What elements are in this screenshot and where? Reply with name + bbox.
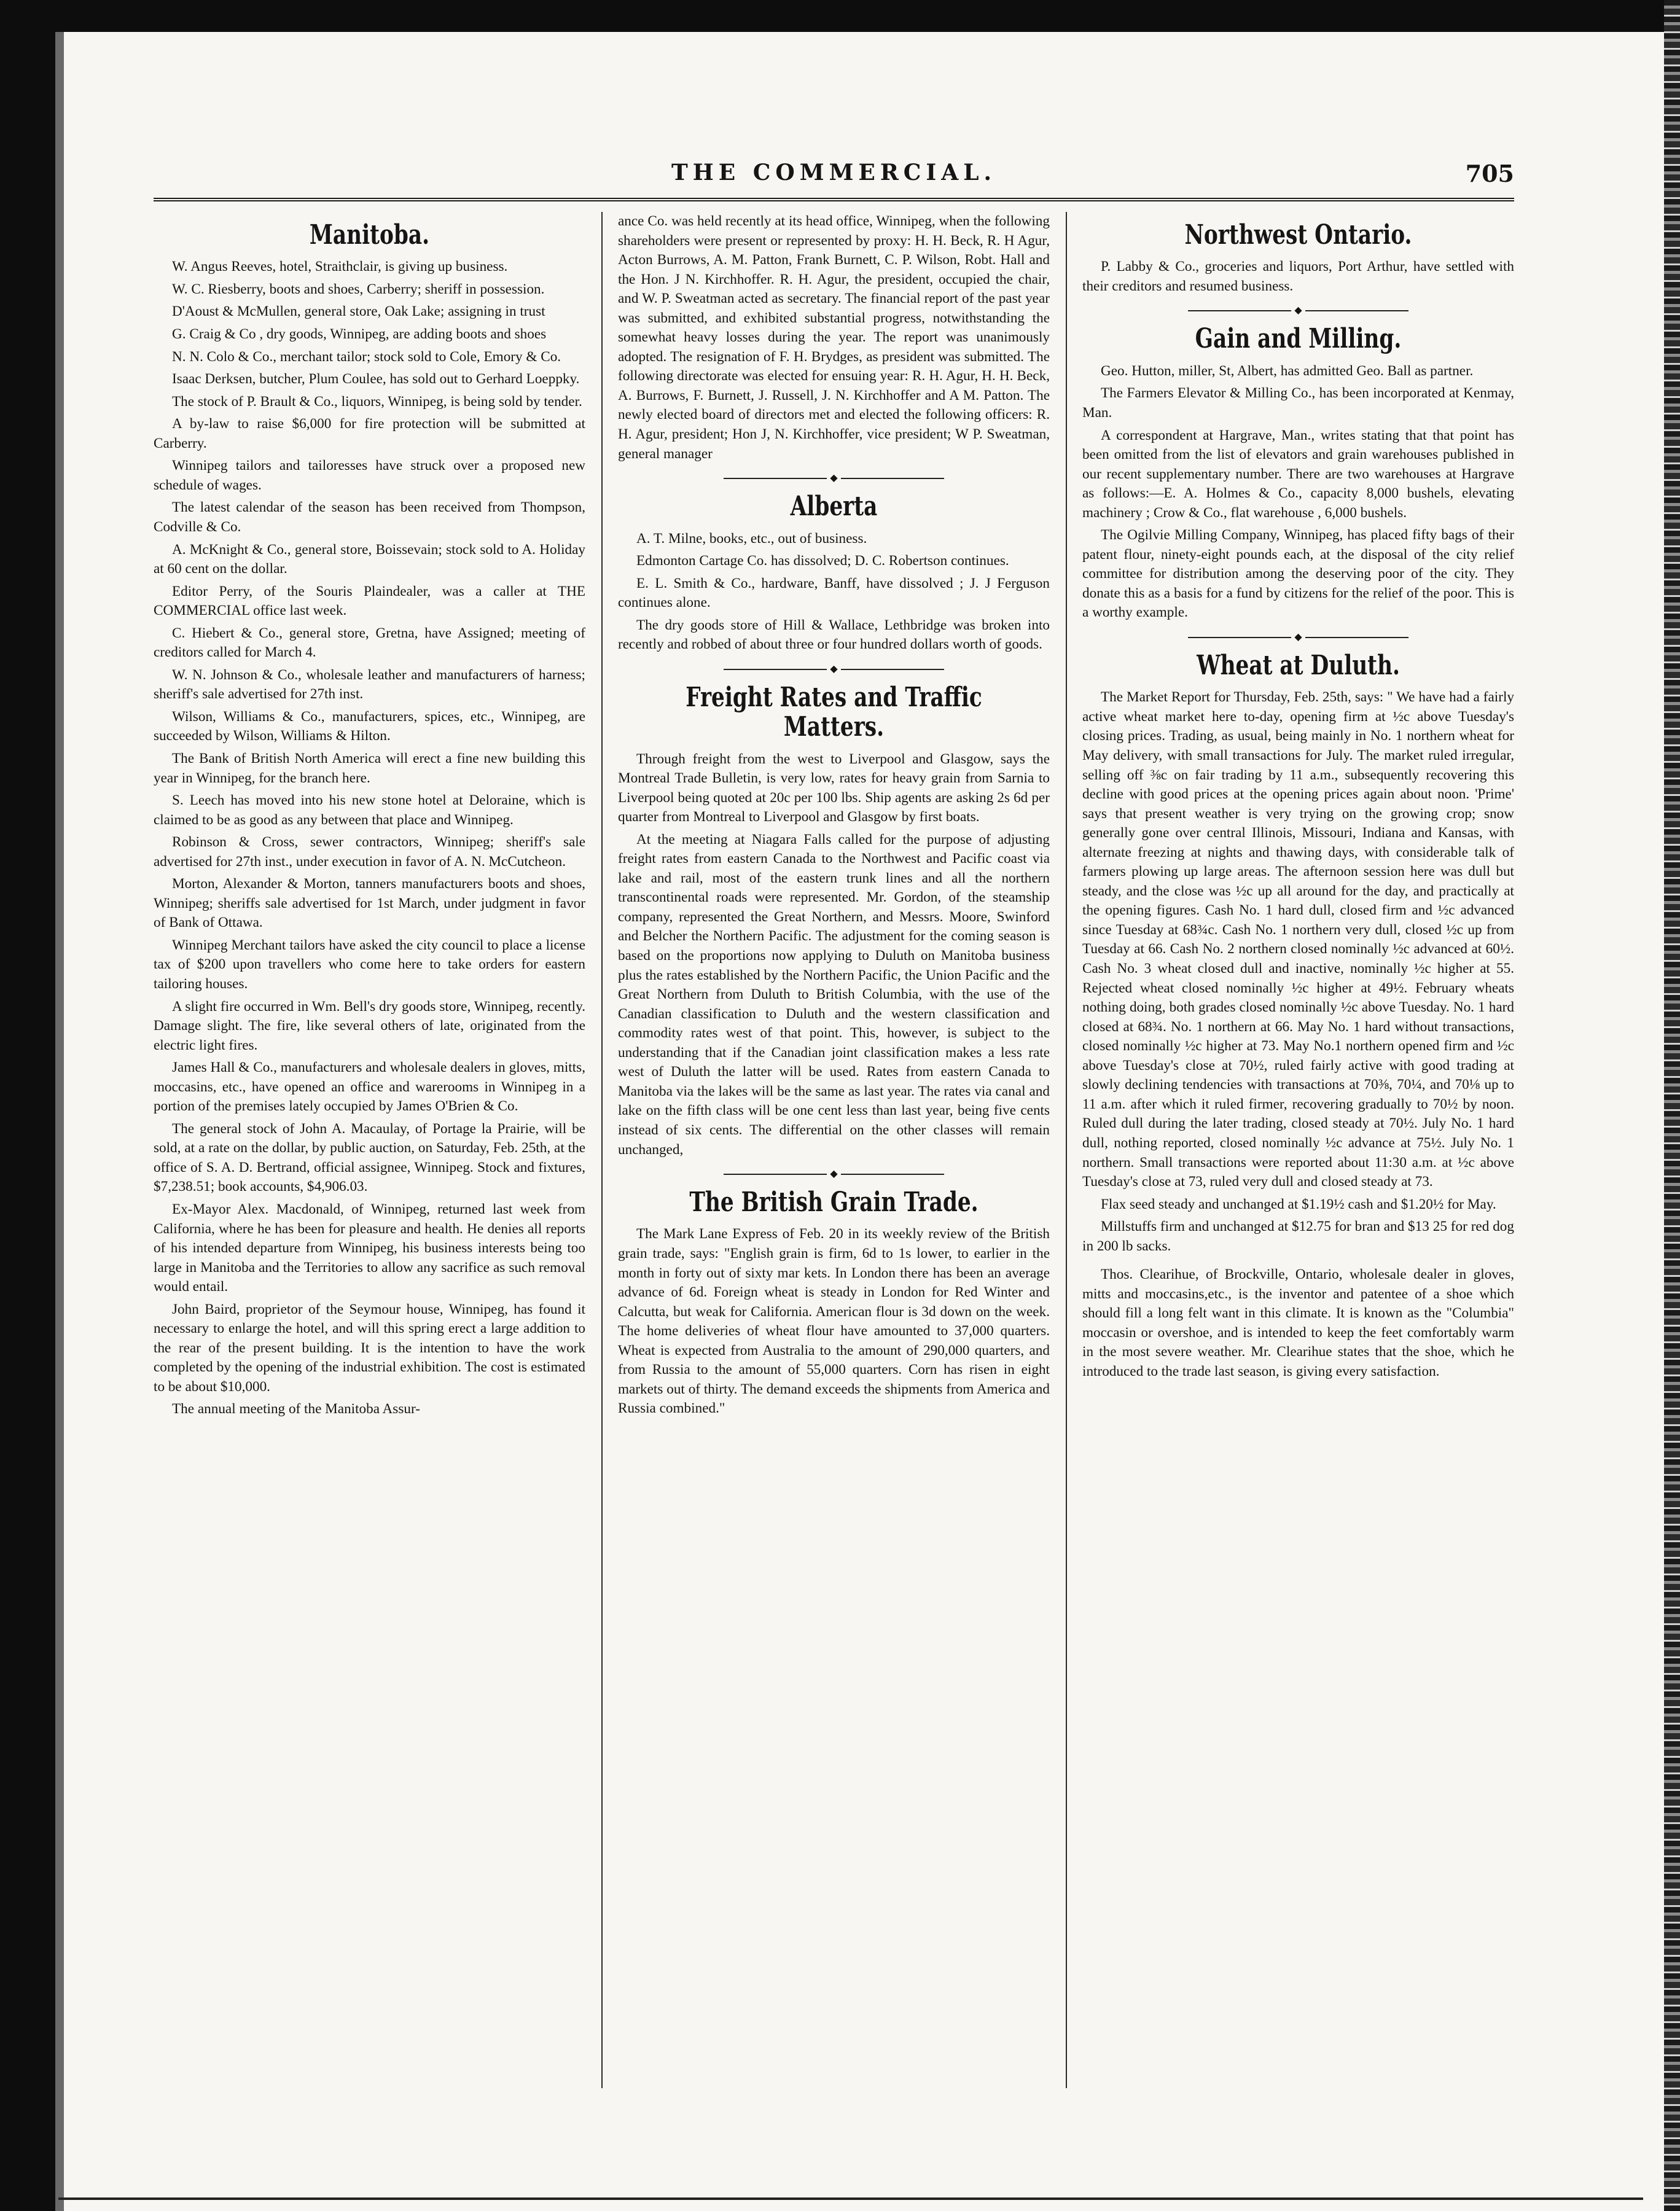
- article-paragraph: Through freight from the west to Liverpool and Glasgow, says the Montreal Trade Bulletin, is very low, rates for heavy grain from Sarnia to Liverpool being quoted at 20c per 100 lbs. Ship agents are asking 2s 6d per quarter from Montreal to Liverpool and Glasgow by first boats.: [618, 751, 1050, 825]
- diamond-ornament-icon: ◆: [830, 1169, 838, 1180]
- article-paragraph: W. C. Riesberry, boots and shoes, Carberry; sheriff in possession.: [172, 281, 545, 297]
- article-paragraph: Editor Perry, of the Souris Plaindealer, was a caller at THE COMMERCIAL office last week.: [154, 583, 585, 619]
- article-paragraph: A. T. Milne, books, etc., out of business.: [636, 530, 867, 547]
- diamond-ornament-icon: ◆: [1294, 631, 1302, 642]
- spacer: [1082, 1259, 1514, 1265]
- header-double-rule: [154, 198, 1514, 201]
- article-paragraph: A correspondent at Hargrave, Man., writes stating that that point has been omitted from the list of elevators and grain warehouses published in our recent supplementary number. There are two warehouses at Hargrave as follows:—E. A. Holmes & Co., capacity 8,000 bushels, elevating machinery ; Crow & Co., flat warehouse , 6,000 bushels.: [1082, 427, 1514, 521]
- article-paragraph: The stock of P. Brault & Co., liquors, Winnipeg, is being sold by tender.: [172, 393, 582, 410]
- section-heading: Freight Rates and Traffic Matters.: [686, 681, 982, 743]
- article-paragraph: The latest calendar of the season has been received from Thompson, Codville & Co.: [154, 499, 585, 535]
- article-paragraph: G. Craig & Co , dry goods, Winnipeg, are adding boots and shoes: [172, 326, 547, 343]
- article-paragraph: The general stock of John A. Macaulay, of Portage la Prairie, will be sold, at a rate on the dollar, by public auction, on Saturday, Feb. 25th, at the office of S. A. D. Bertrand, official assignee, Winnipeg. Stock and fixtures, $7,238.51; book accounts, $4,906.03.: [154, 1120, 585, 1195]
- column-separator: [601, 212, 603, 2088]
- diamond-ornament-icon: ◆: [830, 473, 838, 484]
- article-paragraph: Robinson & Cross, sewer contractors, Winnipeg; sheriff's sale advertised for 27th inst., under execution in favor of A. N. McCutcheon.: [154, 834, 585, 870]
- section-divider: [618, 665, 1050, 674]
- diamond-ornament-icon: ◆: [830, 663, 838, 674]
- article-paragraph: C. Hiebert & Co., general store, Gretna, have Assigned; meeting of creditors called for March 4.: [154, 625, 585, 661]
- column-3: [1082, 212, 1514, 2196]
- article-paragraph: The Bank of British North America will erect a fine new building this year in Winnipeg, for the branch here.: [154, 750, 585, 786]
- article-paragraph: A slight fire occurred in Wm. Bell's dry goods store, Winnipeg, recently. Damage slight. The fire, like several others of late, originated from the electric light fires.: [154, 998, 585, 1053]
- article-paragraph: W. N. Johnson & Co., wholesale leather and manufacturers of harness; sheriff's sale advertised for 27th inst.: [154, 666, 585, 703]
- column-2: [618, 212, 1050, 2196]
- article-paragraph: E. L. Smith & Co., hardware, Banff, have dissolved ; J. J Ferguson continues alone.: [618, 575, 1050, 611]
- section-heading: Wheat at Duluth.: [1197, 649, 1400, 681]
- article-paragraph: Edmonton Cartage Co. has dissolved; D. C. Robertson continues.: [636, 553, 1009, 569]
- article-paragraph: P. Labby & Co., groceries and liquors, Port Arthur, have settled with their creditors and resumed business.: [1082, 259, 1514, 294]
- section-heading: Manitoba.: [309, 219, 430, 251]
- scan-border-right: [1664, 0, 1680, 2211]
- article-paragraph: S. Leech has moved into his new stone hotel at Deloraine, which is claimed to be as good as any between that place and Winnipeg.: [154, 792, 585, 828]
- article-paragraph: James Hall & Co., manufacturers and wholesale dealers in gloves, mitts, moccasins, etc., have opened an office and warerooms in Winnipeg in a portion of the premises lately occupied by James O'Brien & Co.: [154, 1059, 585, 1115]
- scan-bottom-rule: [58, 2197, 1643, 2200]
- article-paragraph: Winnipeg Merchant tailors have asked the city council to place a license tax of $200 upon travellers who come here to take orders for eastern tailoring houses.: [154, 937, 585, 992]
- article-paragraph: Isaac Derksen, butcher, Plum Coulee, has sold out to Gerhard Loeppky.: [172, 371, 580, 388]
- article-paragraph: W. Angus Reeves, hotel, Straithclair, is giving up business.: [172, 259, 508, 275]
- page-header: [154, 158, 1514, 195]
- article-paragraph: Winnipeg tailors and tailoresses have struck over a proposed new schedule of wages.: [154, 458, 585, 493]
- article-paragraph: At the meeting at Niagara Falls called for the purpose of adjusting freight rates from eastern Canada to the Northwest and Pacific coast via lake and rail, most of the eastern trunk lines and all the northern transcontinental roads were represented. Mr. Gordon, of the steamship company, represented the Great Northern, and Messrs. Moore, Swinford and Belcher the Northern Pacific. The adjustment for the coming season is based on the proportions now applying to Duluth on Manitoba business plus the rates established by the Northern Pacific, the Union Pacific and the Great Northern from Duluth to British Columbia, with the use of the Canadian classification to Duluth and the western classification and commodity rates west of that point. This, however, is subject to the understanding that if the Canadian joint classification makes a less rate west of Duluth the latter will be used. Rates from eastern Canada to Manitoba via the lakes will be the same as last year. The rates via canal and lake on the fifth class will be one cent less than last year, being five cents instead of six cents. The differential on the other classes will remain unchanged,: [618, 831, 1050, 1158]
- article-paragraph: A. McKnight & Co., general store, Boissevain; stock sold to A. Holiday at 60 cent on the dollar.: [154, 541, 585, 577]
- section-heading: Alberta: [790, 491, 878, 523]
- article-paragraph: The annual meeting of the Manitoba Assur-: [172, 1401, 420, 1417]
- article-paragraph: John Baird, proprietor of the Seymour house, Winnipeg, has found it necessary to enlarge the hotel, and will this spring erect a large addition to the rear of the present building. It is the intention to have the work completed by the opening of the industrial exhibition. The cost is estimated to be about $10,000.: [154, 1301, 585, 1395]
- article-paragraph: Flax seed steady and unchanged at $1.19½ cash and $1.20½ for May.: [1101, 1196, 1496, 1212]
- section-divider: [1082, 306, 1514, 316]
- article-paragraph: Geo. Hutton, miller, St, Albert, has admitted Geo. Ball as partner.: [1101, 362, 1474, 379]
- column-separator: [1066, 212, 1067, 2088]
- diamond-ornament-icon: ◆: [1294, 305, 1302, 316]
- article-paragraph: A by-law to raise $6,000 for fire protection will be submitted at Carberry.: [154, 416, 585, 451]
- section-divider: [618, 474, 1050, 483]
- scan-border-left: [0, 0, 55, 2211]
- scan-border-top: [0, 0, 1680, 32]
- running-title: THE COMMERCIAL.: [671, 160, 997, 185]
- article-paragraph: D'Aoust & McMullen, general store, Oak Lake; assigning in trust: [172, 303, 545, 320]
- section-heading: Gain and Milling.: [1195, 323, 1402, 355]
- article-paragraph: Ex-Mayor Alex. Macdonald, of Winnipeg, returned last week from California, where he has been for pleasure and health. He denies all reports of his intended departure from Winnipeg, his business interests being too large in Manitoba and the Territories to allow any sacrifice as such removal would entail.: [154, 1201, 585, 1295]
- article-paragraph: Thos. Clearihue, of Brockville, Ontario, wholesale dealer in gloves, mitts and moccasins,etc., is the inventor and patentee of a shoe which should fill a long felt want in this climate. It is known as the "Columbia" moccasin or overshoe, and is intended to keep the feet comfortably warm in the most severe weather. Mr. Clearihue states that the shoe, which he introduced to the trade last season, is giving every satisfaction.: [1082, 1266, 1514, 1379]
- article-paragraph: The Market Report for Thursday, Feb. 25th, says: " We have had a fairly active wheat market here to-day, opening firm at ½c above Tuesday's closing prices. Trading, as usual, being mainly in No. 1 northern wheat for May delivery, with small transactions for July. The market ruled irregular, selling off ⅜c on fair trading by 11 a.m., subsequently recovering this decline with good prices at the opening prices again about noon. 'Prime' says that present weather is very trying on the growing crop; snow generally gone over central Illinois, Missouri, Indiana and Kansas, with alternate freezing at nights and thawing days, with considerable talk of farmers plowing up large areas. The afternoon session here was dull but steady, and the close was ½c up all around for the day, and practically at the opening figures. Cash No. 1 hard dull, closed firm and ½c advanced since Tuesday at 68¾c. Cash No. 1 northern very dull, closed ½c up from Tuesday at 66. Cash No. 2 northern closed nominally ½c advanced at 60½. Cash No. 3 wheat closed dull and inactive, nominally ½c higher at 55. Rejected wheat closed nominally ½c higher at 49½. February wheats nothing doing, both grades closed nominally ½c above Tuesday. No. 1 hard closed at 68¾. No. 1 northern at 66. May No. 1 hard without transactions, closed nominally ½c higher at 73. May No.1 northern opened firm and ½c above Tuesday's close at 70½, ruled fairly active with good trading at slowly declining tendencies with transactions at 70⅜, 70¼, and 70⅛ up to 11 a.m. after which it ruled firmer, recovering gradually to 70½ by noon. Ruled dull during the later trading, closed steady at 70½. July No. 1 hard dull, nothing reported, closed nominally ½c advance at 75½. July No. 1 northern. Small transactions were reported about 11:30 a.m. at ½c above Tuesday's close at 73, ruled very dull and closed steady at 73.: [1082, 689, 1514, 1190]
- article-paragraph: Millstuffs firm and unchanged at $12.75 for bran and $13 25 for red dog in 200 lb sacks.: [1082, 1219, 1514, 1254]
- section-heading: The British Grain Trade.: [689, 1187, 979, 1219]
- section-heading: Northwest Ontario.: [1184, 219, 1412, 251]
- column-1: [154, 212, 585, 2196]
- page-number: 705: [1465, 160, 1514, 187]
- article-paragraph: The Farmers Elevator & Milling Co., has been incorporated at Kenmay, Man.: [1082, 385, 1514, 421]
- article-paragraph: Morton, Alexander & Morton, tanners manufacturers boots and shoes, Winnipeg; sheriffs sale advertised for 1st March, under judgment in favor of Bank of Ottawa.: [154, 876, 585, 931]
- article-paragraph: The Mark Lane Express of Feb. 20 in its weekly review of the British grain trade, says: "English grain is firm, 6d to 1s lower, to earlier in the month in forty out of sixty mar kets. In London there has been an average advance of 6d. Foreign wheat is steady in London for Red Winter and Calcutta, but weak for California. American flour is 3d down on the week. The home deliveries of wheat flour have amounted to 37,000 quarters. Wheat is expected from Australia to the amount of 290,000 quarters, and from Russia to the amount of 55,000 quarters. Corn has risen in eight markets out of thirty. The demand exceeds the shipments from America and Russia combined.": [618, 1226, 1050, 1417]
- section-divider: [1082, 633, 1514, 642]
- article-paragraph: The dry goods store of Hill & Wallace, Lethbridge was broken into recently and robbed of about three or four hundred dollars worth of goods.: [618, 617, 1050, 653]
- scan-gutter-shadow: [55, 32, 64, 2211]
- article-paragraph: N. N. Colo & Co., merchant tailor; stock sold to Cole, Emory & Co.: [172, 348, 561, 365]
- article-paragraph: ance Co. was held recently at its head office, Winnipeg, when the following shareholders were present or represented by proxy: H. H. Beck, R. H Agur, Acton Burrows, A. M. Patton, Frank Burnett, C. P. Wilson, Robt. Hall and the Hon. J N. Kirchhoffer. R. H. Agur, the president, occupied the chair, and W. P. Sweatman acted as secretary. The financial report of the past year was submitted, and exhibited substantial progress, notwithstanding the somewhat heavy losses during the year. The report was unanimously adopted. The resignation of F. H. Brydges, as president was submitted. The following directorate was elected for ensuing year: R. H. Agur, H. H. Beck, A. Burrows, F. Burnett, J. Russell, J. N. Kirchhoffer and A M. Patton. The newly elected board of directors met and elected the following officers: R. H. Agur, president; Hon J, N. Kirchhoffer, vice president; W P. Sweatman, general manager: [618, 213, 1050, 462]
- article-paragraph: Wilson, Williams & Co., manufacturers, spices, etc., Winnipeg, are succeeded by Wilson, Williams & Hilton.: [154, 708, 585, 744]
- article-paragraph: The Ogilvie Milling Company, Winnipeg, has placed fifty bags of their patent flour, ninety-eight pounds each, at the disposal of the city relief committee for distribution among the deserving poor of the city. They donate this as a basis for a fund by citizens for the relief of the poor. This is a worthy example.: [1082, 527, 1514, 621]
- section-divider: [618, 1169, 1050, 1179]
